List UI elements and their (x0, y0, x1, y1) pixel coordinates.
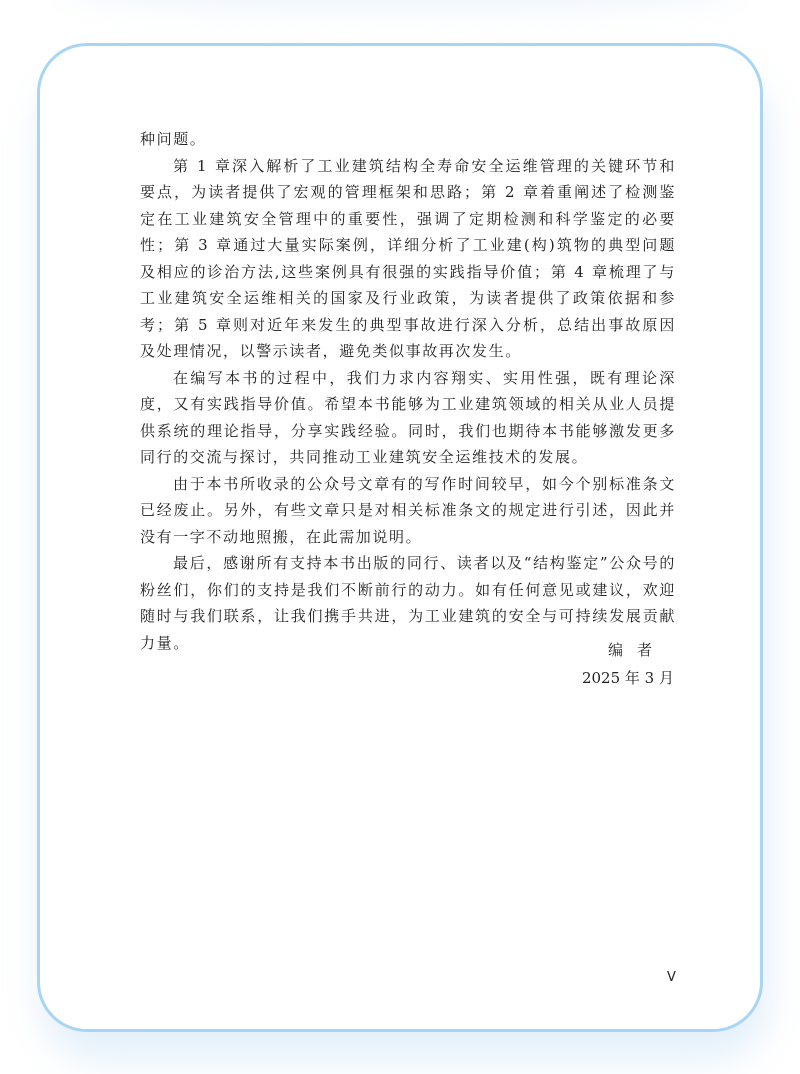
paragraph-note: 由于本书所收录的公众号文章有的写作时间较早，如今个别标准条文已经废止。另外，有些文章只是对相关标准条文的规定进行引述，因此并没有一字不动地照搬，在此需加说明。 (140, 474, 676, 546)
paragraph-continued: 种问题。 (140, 130, 207, 148)
page-number: V (667, 970, 676, 985)
paragraph-chapters: 第 1 章深入解析了工业建筑结构全寿命安全运维管理的关键环节和要点，为读者提供了宏观的管理框架和思路；第 2 章着重阐述了检测鉴定在工业建筑安全管理中的重要性，强调了定期检测和科学鉴定的必要性；第 3 章通过大量实际案例，详细分析了工业建(构)筑物的典型问题及相应的诊治方法,这些案例具有很强的实践指导价值；第 4 章梳理了与工业建筑安全运维相关的国家及行业政策，为读者提供了政策依据和参考；第 5 章则对近年来发生的典型事故进行深入分析，总结出事故原因及处理情况，以警示读者，避免类似事故再次发生。 (140, 156, 676, 360)
signature-block (582, 636, 674, 692)
preface-body (140, 126, 676, 656)
paragraph-thanks: 最后，感谢所有支持本书出版的同行、读者以及“结构鉴定”公众号的粉丝们，你们的支持是我们不断前行的动力。如有任何意见或建议，欢迎随时与我们联系，让我们携手共进，为工业建筑的安全与可持续发展贡献力量。 (140, 554, 676, 652)
signature-author: 编者 (607, 641, 666, 659)
paragraph-goals: 在编写本书的过程中，我们力求内容翔实、实用性强，既有理论深度，又有实践指导价值。希望本书能够为工业建筑领域的相关从业人员提供系统的理论指导，分享实践经验。同时，我们也期待本书能够激发更多同行的交流与探讨，共同推动工业建筑安全运维技术的发展。 (140, 368, 676, 466)
signature-date: 2025 年 3 月 (581, 669, 674, 687)
top-glow (60, 0, 740, 10)
